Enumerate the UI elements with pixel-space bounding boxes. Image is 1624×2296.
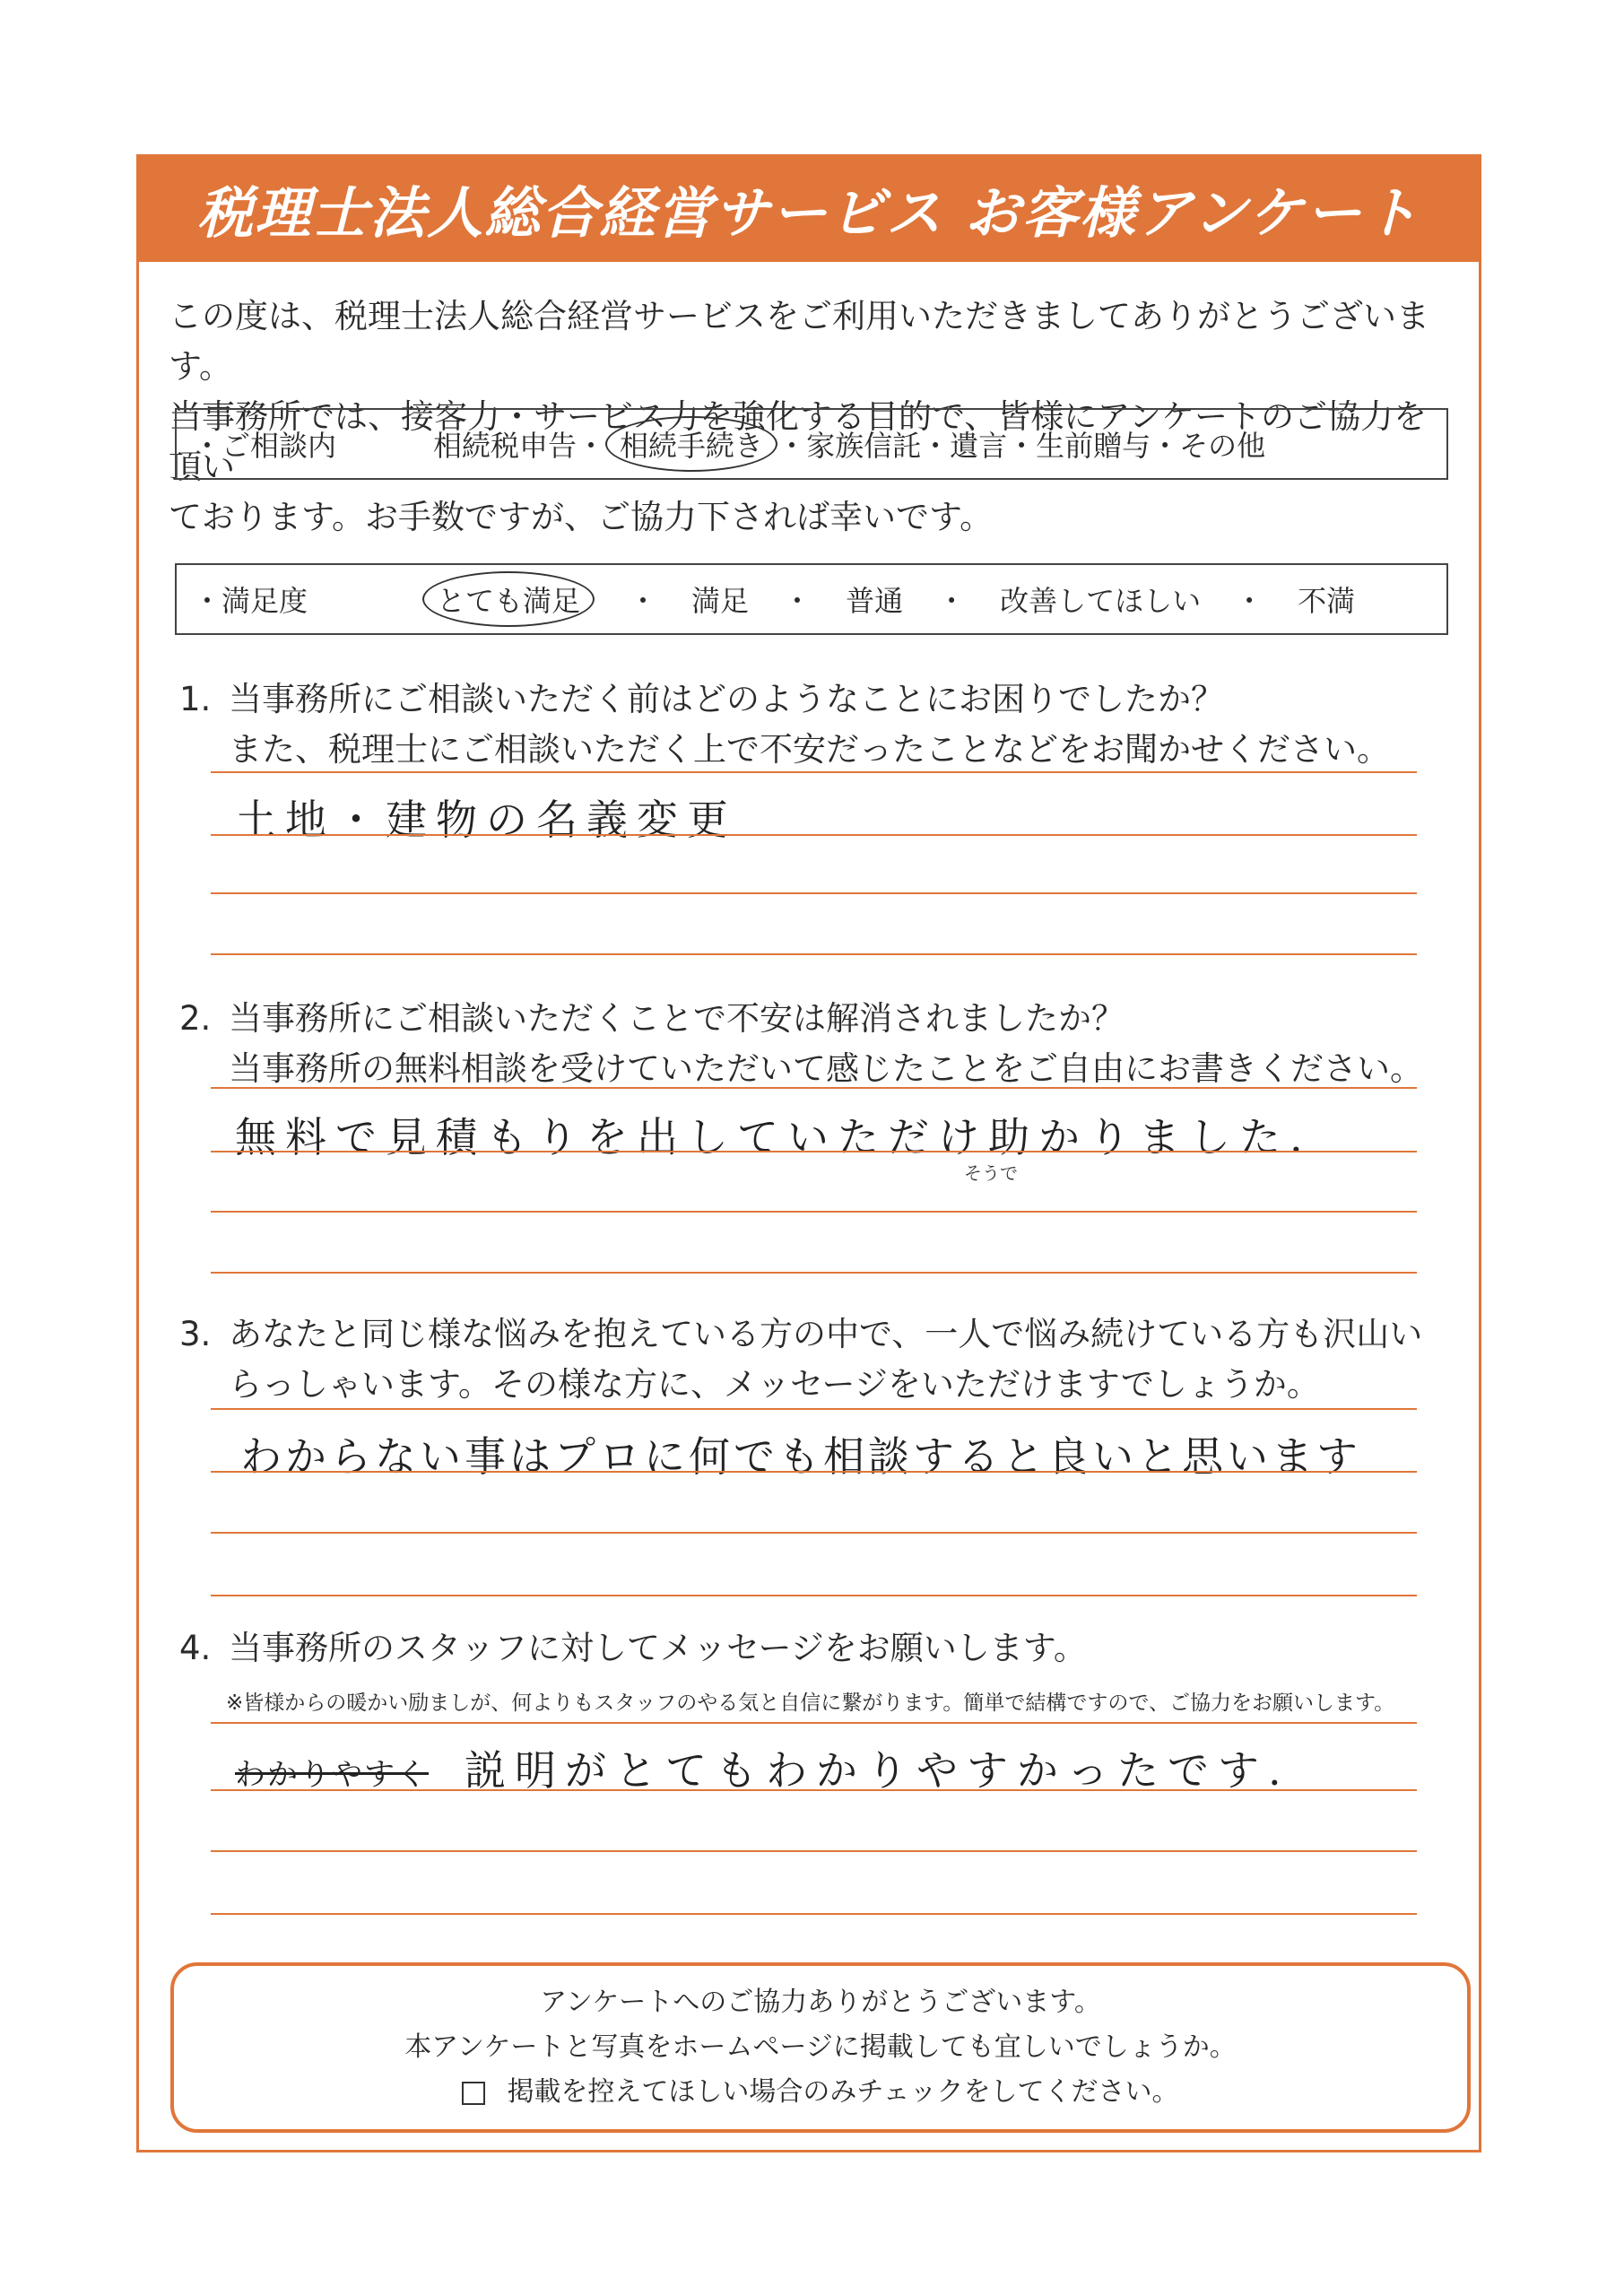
question-2: 2. 当事務所にご相談いただくことで不安は解消されましたか？ 当事務所の無料相談を受けていただいて感じたことをご自由にお書きください。 — [179, 999, 1423, 1088]
satisfaction-option[interactable]: 改善してほしい — [1000, 584, 1202, 618]
satisfaction-box: ・満足度 とても満足 ・ 満足 ・ 普通 ・ 改善してほしい ・ 不満 — [175, 563, 1448, 635]
answer-line — [211, 834, 1417, 836]
answer-line — [211, 1471, 1417, 1473]
consultation-option[interactable]: 遺言 — [950, 429, 1008, 463]
question-3: 3. あなたと同じ様な悩みを抱えている方の中で、一人で悩み続けている方も沢山い らっしゃいます。その様な方に、メッセージをいただけますでしょうか。 — [179, 1315, 1423, 1404]
consultation-option[interactable]: その他 — [1179, 429, 1266, 463]
answer-line — [211, 1913, 1417, 1915]
satisfaction-options: とても満足 ・ 満足 ・ 普通 ・ 改善してほしい ・ 不満 — [426, 571, 1355, 627]
question-4: 4. 当事務所のスタッフに対してメッセージをお願いします。 — [179, 1629, 1087, 1667]
answer-line — [211, 1595, 1417, 1596]
answer-line — [211, 1408, 1417, 1410]
satisfaction-option[interactable]: 普通 — [846, 584, 904, 618]
answer-line — [211, 1211, 1417, 1213]
question-1: 1. 当事務所にご相談いただく前はどのようなことにお困りでしたか？ また、税理士にご相談いただく上で不安だったことなどをお聞かせください。 — [179, 680, 1390, 769]
survey-title: 税理士法人総合経営サービス お客様アンケート — [136, 154, 1481, 262]
consultation-option-selected[interactable]: 相続手続き — [605, 416, 777, 472]
answer-line — [211, 1850, 1417, 1852]
footer-box: アンケートへのご協力ありがとうございます。 本アンケートと写真をホームページに掲載しても宜しいでしょうか。 掲載を控えてほしい場合のみチェックをしてください。 — [170, 1962, 1471, 2133]
satisfaction-option[interactable]: 不満 — [1298, 584, 1356, 618]
answer-line — [211, 1272, 1417, 1274]
satisfaction-option-selected[interactable]: とても満足 — [422, 571, 595, 627]
answer-1-handwriting: 土地・建物の名義変更 — [235, 796, 737, 844]
answer-3-handwriting: わからない事はプロに何でも相談すると良いと思います — [240, 1432, 1361, 1481]
answer-line — [211, 892, 1417, 894]
answer-line — [211, 953, 1417, 955]
answer-2-insertion: そうで — [964, 1162, 1018, 1184]
answer-line — [211, 1087, 1417, 1089]
answer-line — [211, 1151, 1417, 1152]
publish-optout-checkbox[interactable] — [462, 2082, 485, 2105]
answer-4-handwriting: わかりやすく 説明がとてもわかりやすかったです. — [235, 1746, 1290, 1795]
answer-line — [211, 1722, 1417, 1724]
consultation-option[interactable]: 家族信託 — [806, 429, 922, 463]
consultation-option[interactable]: 相続税申告 — [433, 429, 578, 463]
answer-line — [211, 771, 1417, 773]
satisfaction-option[interactable]: 満足 — [691, 584, 750, 618]
consultation-options: 相続税申告 ・ 相続手続き ・ 家族信託 ・ 遺言 ・ 生前贈与 ・ その他 — [426, 416, 1265, 472]
consultation-option[interactable]: 生前贈与 — [1036, 429, 1151, 463]
answer-line — [211, 1532, 1417, 1534]
question-4-note: ※皆様からの暖かい励ましが、何よりもスタッフのやる気と自信に繋がります。簡単で結構ですので、ご協力をお願いします。 — [226, 1692, 1395, 1715]
struck-text: わかりやすく — [235, 1750, 429, 1794]
consultation-type-box: ・ご相談内 相続税申告 ・ 相続手続き ・ 家族信託 ・ 遺言 ・ 生前贈与 ・ その他 — [175, 408, 1448, 480]
answer-2-handwriting: 無料で見積もりを出していただけ助かりました. — [235, 1113, 1312, 1161]
intro-text: この度は、税理士法人総合経営サービスをご利用いただきましてありがとうございます。 当事務所では、接客力・サービス力を強化する目的で、皆様にアンケートのご協力を頂い ております。お手数ですが、ご協力下されば幸いです。 — [169, 297, 1429, 536]
answer-line — [211, 1789, 1417, 1791]
